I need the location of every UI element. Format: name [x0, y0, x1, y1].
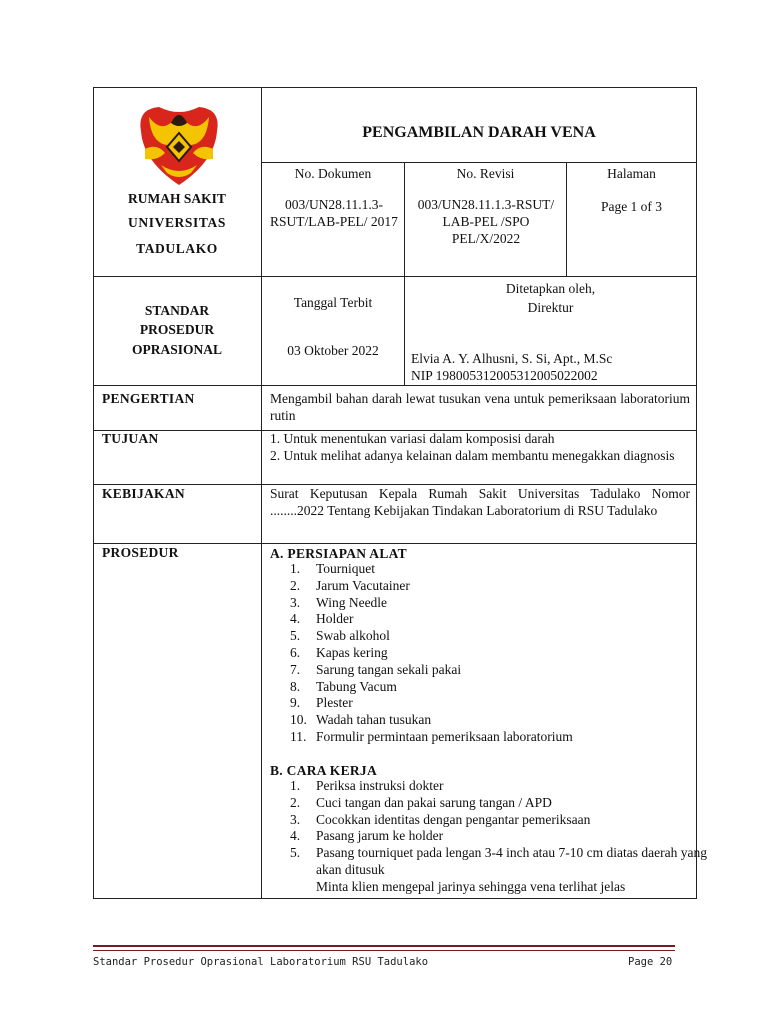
- footer-document-name: Standar Prosedur Oprasional Laboratorium RSU Tadulako: [93, 956, 429, 968]
- list-item-number: 6.: [290, 644, 301, 660]
- list-item-text: Pasang tourniquet pada lengan 3-4 inch atau 7-10 cm diatas daerah yang akan ditusuk: [316, 845, 707, 877]
- list-item-number: 2.: [290, 794, 301, 810]
- list-item-text: Wadah tahan tusukan: [316, 712, 432, 728]
- list-item: [290, 561, 716, 578]
- issue-date-value: 03 Oktober 2022: [287, 343, 379, 358]
- list-item: [290, 828, 716, 845]
- document-title: PENGAMBILAN DARAH VENA: [362, 124, 596, 141]
- list-item: [290, 578, 716, 595]
- list-item-text: Kapas kering: [316, 644, 388, 660]
- list-item: [290, 879, 716, 896]
- list-item: [290, 729, 716, 746]
- list-item-number: 7.: [290, 661, 301, 677]
- institution-name-line1: RUMAH SAKIT: [128, 191, 226, 206]
- list-item: [290, 795, 716, 812]
- list-item-number: 5.: [290, 628, 301, 644]
- list-item: [290, 595, 716, 612]
- list-item-number: 1.: [290, 561, 301, 576]
- pengertian-text: Mengambil bahan darah lewat tusukan vena untuk pemeriksaan laboratorium rutin: [270, 391, 690, 423]
- list-item-text: Swab alkohol: [316, 628, 390, 644]
- revision-value: 003/UN28.11.1.3-RSUT/ LAB-PEL /SPO PEL/X/2022: [417, 197, 555, 246]
- prosedur-subsection-a-title: A. PERSIAPAN ALAT: [270, 546, 407, 561]
- sop-title-line1: STANDAR: [144, 303, 210, 318]
- page-label: Halaman: [607, 166, 656, 181]
- list-item-number: 1.: [290, 778, 301, 793]
- section-label-pengertian: PENGERTIAN: [102, 391, 195, 406]
- list-item-number: 2.: [290, 577, 301, 593]
- sop-title-line3: OPRASIONAL: [131, 342, 222, 357]
- institution-name-line3: TADULAKO: [136, 241, 218, 256]
- list-item-text: Holder: [316, 611, 354, 627]
- procedure-steps-list: [290, 778, 716, 896]
- sop-title-line2: PROSEDUR: [139, 322, 215, 337]
- list-item-text: Cocokkan identitas dengan pengantar pemeriksaan: [316, 811, 591, 827]
- university-logo: [131, 103, 227, 189]
- list-item-number: 4.: [290, 828, 301, 844]
- revision-label: No. Revisi: [456, 166, 515, 181]
- list-item: [290, 628, 716, 645]
- page-value: Page 1 of 3: [600, 199, 663, 214]
- list-item-text: Minta klien mengepal jarinya sehingga vena terlihat jelas: [316, 878, 626, 894]
- list-item-number: 3.: [290, 594, 301, 610]
- list-item: [290, 662, 716, 679]
- list-item: [290, 812, 716, 829]
- list-item: [290, 611, 716, 628]
- director-label: Direktur: [527, 300, 574, 315]
- tujuan-point-1: 1. Untuk menentukan variasi dalam komposisi darah: [270, 431, 555, 446]
- list-item: [290, 645, 716, 662]
- doc-number-value: 003/UN28.11.1.3-RSUT/LAB-PEL/ 2017: [270, 197, 398, 229]
- tujuan-text: [270, 431, 690, 465]
- footer-page-number: Page 20: [628, 956, 673, 968]
- kebijakan-text: Surat Keputusan Kepala Rumah Sakit Universitas Tadulako Nomor ........2022 Tentang Kebijakan Tindakan Laboratorium di RSU Tadulako: [270, 486, 690, 518]
- list-item-number: [290, 879, 316, 896]
- issue-date-label: Tanggal Terbit: [293, 295, 373, 310]
- set-by-label: Ditetapkan oleh,: [505, 281, 596, 296]
- list-item-text: Pasang jarum ke holder: [316, 828, 444, 844]
- section-label-tujuan: TUJUAN: [102, 431, 159, 446]
- list-item-text: Formulir permintaan pemeriksaan laboratorium: [316, 728, 573, 744]
- list-item-text: Plester: [316, 695, 353, 711]
- list-item-number: 5.: [290, 845, 301, 861]
- list-item-number: 11.: [290, 728, 307, 744]
- signer-nip: NIP 198005312005312005022002: [411, 368, 598, 383]
- equipment-list: [290, 561, 716, 746]
- section-label-prosedur: PROSEDUR: [102, 545, 179, 560]
- list-item-text: Cuci tangan dan pakai sarung tangan / APD: [316, 794, 552, 810]
- list-item-text: Tourniquet: [316, 561, 376, 576]
- list-item-text: Wing Needle: [316, 594, 388, 610]
- list-item: [290, 845, 716, 879]
- list-item: [290, 695, 716, 712]
- doc-number-label: No. Dokumen: [294, 166, 372, 181]
- list-item: [290, 679, 716, 696]
- signer-name: Elvia A. Y. Alhusni, S. Si, Apt., M.Sc: [411, 351, 613, 366]
- list-item-number: 8.: [290, 678, 301, 694]
- section-label-kebijakan: KEBIJAKAN: [102, 486, 185, 501]
- prosedur-subsection-b-title: B. CARA KERJA: [270, 763, 378, 778]
- list-item: [290, 712, 716, 729]
- list-item: [290, 778, 716, 795]
- list-item-text: Periksa instruksi dokter: [316, 778, 444, 793]
- list-item-number: 9.: [290, 695, 301, 711]
- list-item-number: 10.: [290, 712, 307, 728]
- tujuan-point-2: 2. Untuk melihat adanya kelainan dalam membantu menegakkan diagnosis: [270, 447, 675, 463]
- list-item-number: 3.: [290, 811, 301, 827]
- footer-rule-thin: [93, 950, 675, 951]
- institution-name-line2: UNIVERSITAS: [128, 215, 226, 230]
- list-item-number: 4.: [290, 611, 301, 627]
- list-item-text: Sarung tangan sekali pakai: [316, 661, 462, 677]
- list-item-text: Jarum Vacutainer: [316, 577, 410, 593]
- list-item-text: Tabung Vacum: [316, 678, 397, 694]
- footer-rule: [93, 945, 675, 947]
